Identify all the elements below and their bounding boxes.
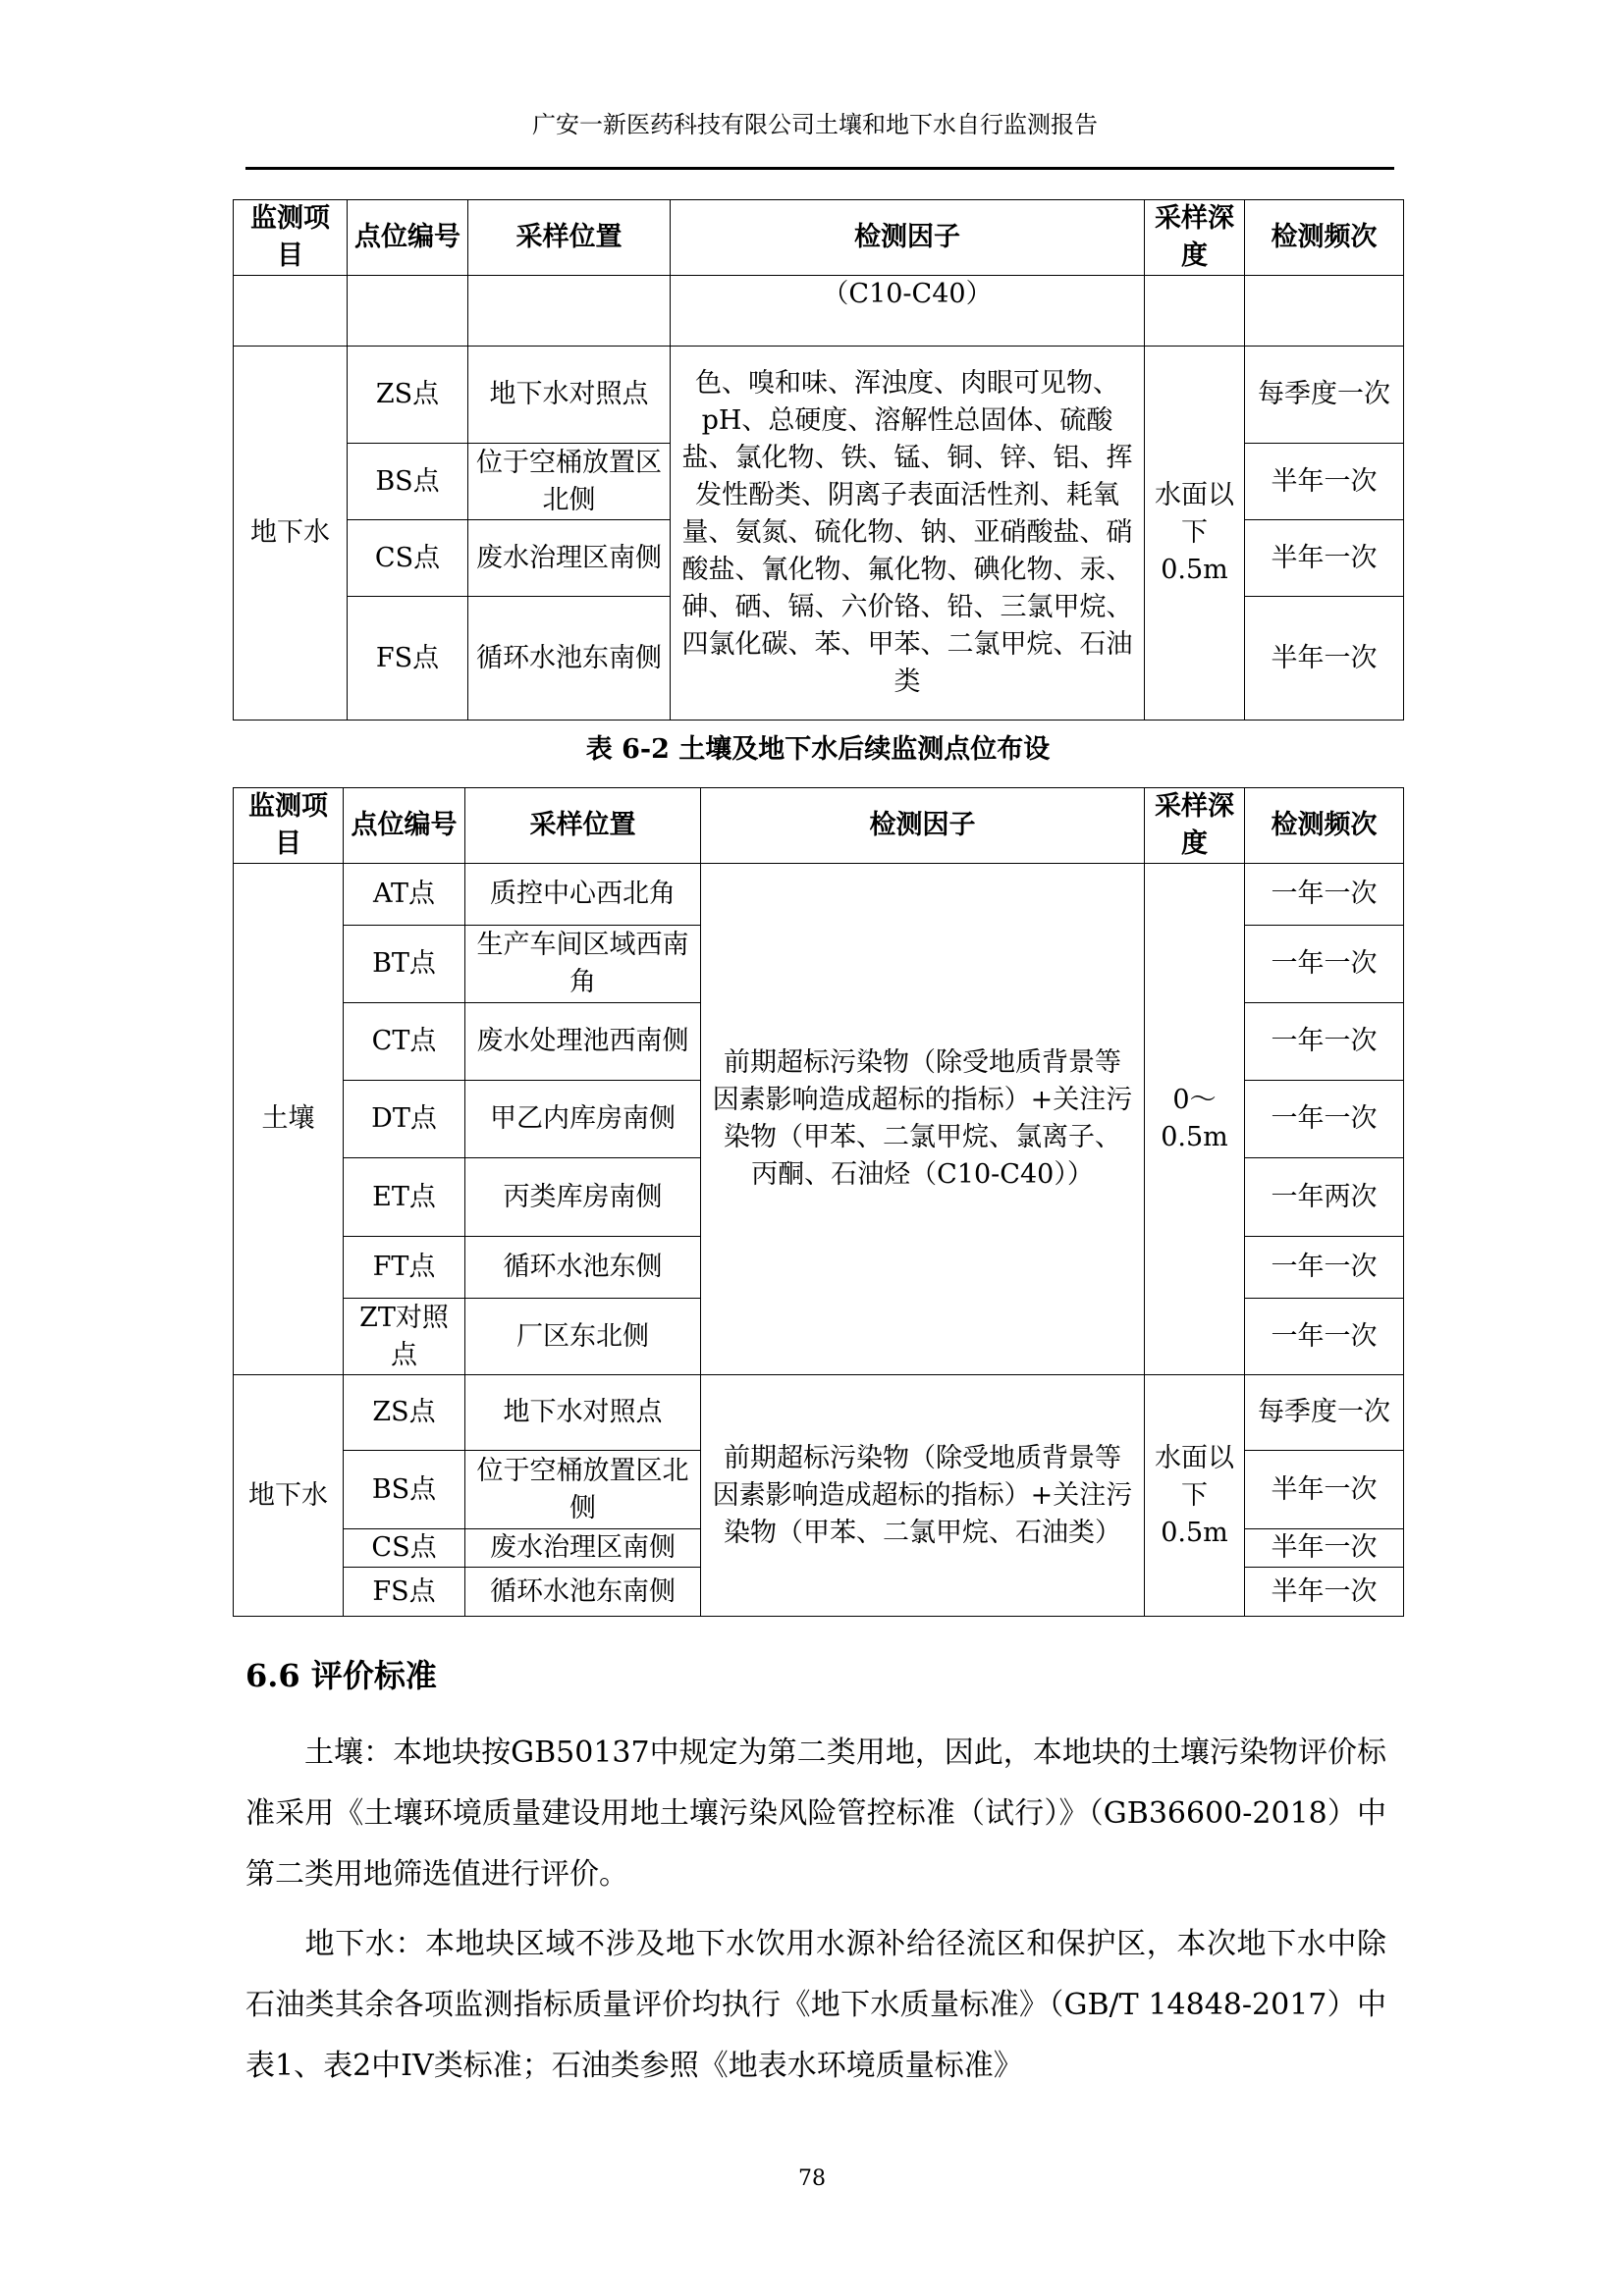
location-cell: 废水处理池西南侧 bbox=[465, 1003, 701, 1081]
paragraph-soil bbox=[245, 1723, 1386, 1905]
freq-cell: 每季度一次 bbox=[1245, 347, 1404, 444]
project-cell: 地下水 bbox=[234, 347, 348, 721]
location-cell: 丙类库房南侧 bbox=[465, 1158, 701, 1237]
point-cell: BS点 bbox=[348, 444, 468, 520]
location-cell: 废水治理区南侧 bbox=[468, 520, 671, 597]
table-header-row bbox=[234, 200, 1404, 276]
paragraph-text: 地下水：本地块区域不涉及地下水饮用水源补给径流区和保护区，本次地下水中除石油类其余各项监测指标质量评价均执行《地下水质量标准》（GB/T 14848-2017）中表1、表2中IV类标准；石油类参照《地表水环境质量标准》 bbox=[245, 1927, 1386, 2083]
freq-cell: 半年一次 bbox=[1245, 520, 1404, 597]
paragraph-text: 土壤：本地块按GB50137中规定为第二类用地，因此，本地块的土壤污染物评价标准采用《土壤环境质量建设用地土壤污染风险管控标准（试行）》（GB36600-2018）中第二类用地筛选值进行评价。 bbox=[245, 1735, 1386, 1892]
header-cell: 采样位置 bbox=[465, 788, 701, 864]
location-cell: 地下水对照点 bbox=[465, 1375, 701, 1451]
point-cell: DT点 bbox=[344, 1081, 465, 1158]
header-cell: 采样深度 bbox=[1145, 200, 1245, 276]
factor-cell: 前期超标污染物（除受地质背景等因素影响造成超标的指标）+关注污染物（甲苯、二氯甲烷、石油类） bbox=[701, 1375, 1145, 1617]
page-header: 广安一新医药科技有限公司土壤和地下水自行监测报告 bbox=[532, 111, 1098, 138]
point-cell: FS点 bbox=[344, 1568, 465, 1617]
factor-cell: 色、嗅和味、浑浊度、肉眼可见物、pH、总硬度、溶解性总固体、硫酸盐、氯化物、铁、锰、铜、锌、铝、挥发性酚类、阴离子表面活性剂、耗氧量、氨氮、硫化物、钠、亚硝酸盐、硝酸盐、氰化物、氟化物、碘化物、汞、砷、硒、镉、六价铬、铅、三氯甲烷、四氯化碳、苯、甲苯、二氯甲烷、石油类 bbox=[671, 347, 1145, 721]
location-cell: 循环水池东南侧 bbox=[465, 1568, 701, 1617]
location-cell: 循环水池东南侧 bbox=[468, 597, 671, 721]
point-cell: BT点 bbox=[344, 926, 465, 1003]
freq-cell: 每季度一次 bbox=[1245, 1375, 1404, 1451]
table-row bbox=[234, 1375, 1404, 1451]
paragraph-groundwater bbox=[245, 1914, 1386, 2097]
factor-cell: （C10-C40） bbox=[671, 276, 1145, 347]
location-cell: 地下水对照点 bbox=[468, 347, 671, 444]
depth-cell: 水面以下0.5m bbox=[1145, 347, 1245, 721]
freq-cell: 一年一次 bbox=[1245, 864, 1404, 926]
page-number: 78 bbox=[798, 2166, 826, 2191]
factor-cell: 前期超标污染物（除受地质背景等因素影响造成超标的指标）+关注污染物（甲苯、二氯甲烷、氯离子、丙酮、石油烃（C10-C40）） bbox=[701, 864, 1145, 1375]
point-cell: CS点 bbox=[344, 1529, 465, 1568]
monitoring-table-continued bbox=[233, 199, 1404, 721]
freq-cell: 一年一次 bbox=[1245, 1237, 1404, 1299]
location-cell: 循环水池东侧 bbox=[465, 1237, 701, 1299]
point-cell: CT点 bbox=[344, 1003, 465, 1081]
location-cell: 位于空桶放置区北侧 bbox=[468, 444, 671, 520]
header-cell: 采样位置 bbox=[468, 200, 671, 276]
header-cell: 检测频次 bbox=[1245, 200, 1404, 276]
freq-cell: 一年一次 bbox=[1245, 926, 1404, 1003]
location-cell: 生产车间区域西南角 bbox=[465, 926, 701, 1003]
header-cell: 采样深度 bbox=[1145, 788, 1245, 864]
point-cell: AT点 bbox=[344, 864, 465, 926]
freq-cell: 半年一次 bbox=[1245, 444, 1404, 520]
freq-cell: 一年一次 bbox=[1245, 1299, 1404, 1375]
location-cell: 厂区东北侧 bbox=[465, 1299, 701, 1375]
table-caption: 表 6-2 土壤及地下水后续监测点位布设 bbox=[585, 734, 1051, 765]
table-row bbox=[234, 276, 1404, 347]
point-cell: FS点 bbox=[348, 597, 468, 721]
point-cell: ZT对照点 bbox=[344, 1299, 465, 1375]
header-cell: 检测因子 bbox=[701, 788, 1145, 864]
location-cell: 废水治理区南侧 bbox=[465, 1529, 701, 1568]
freq-cell: 一年一次 bbox=[1245, 1081, 1404, 1158]
freq-cell: 半年一次 bbox=[1245, 1451, 1404, 1529]
freq-cell: 半年一次 bbox=[1245, 1529, 1404, 1568]
point-cell: BS点 bbox=[344, 1451, 465, 1529]
header-rule bbox=[245, 167, 1394, 170]
header-cell: 检测因子 bbox=[671, 200, 1145, 276]
location-cell: 甲乙内库房南侧 bbox=[465, 1081, 701, 1158]
location-cell: 质控中心西北角 bbox=[465, 864, 701, 926]
follow-up-monitoring-table bbox=[233, 787, 1404, 1617]
project-cell: 土壤 bbox=[234, 864, 344, 1375]
header-cell: 监测项目 bbox=[234, 200, 348, 276]
point-cell: CS点 bbox=[348, 520, 468, 597]
depth-cell: 0～0.5m bbox=[1145, 864, 1245, 1375]
table-header-row bbox=[234, 788, 1404, 864]
point-cell: ZS点 bbox=[344, 1375, 465, 1451]
freq-cell: 一年一次 bbox=[1245, 1003, 1404, 1081]
header-cell: 监测项目 bbox=[234, 788, 344, 864]
table-row bbox=[234, 864, 1404, 926]
header-cell: 点位编号 bbox=[344, 788, 465, 864]
point-cell: ZS点 bbox=[348, 347, 468, 444]
header-cell: 点位编号 bbox=[348, 200, 468, 276]
freq-cell: 半年一次 bbox=[1245, 597, 1404, 721]
depth-cell: 水面以下0.5m bbox=[1145, 1375, 1245, 1617]
table-row bbox=[234, 347, 1404, 444]
freq-cell: 半年一次 bbox=[1245, 1568, 1404, 1617]
point-cell: FT点 bbox=[344, 1237, 465, 1299]
header-cell: 检测频次 bbox=[1245, 788, 1404, 864]
section-heading: 6.6 评价标准 bbox=[245, 1657, 437, 1694]
project-cell: 地下水 bbox=[234, 1375, 344, 1617]
location-cell: 位于空桶放置区北侧 bbox=[465, 1451, 701, 1529]
point-cell: ET点 bbox=[344, 1158, 465, 1237]
freq-cell: 一年两次 bbox=[1245, 1158, 1404, 1237]
